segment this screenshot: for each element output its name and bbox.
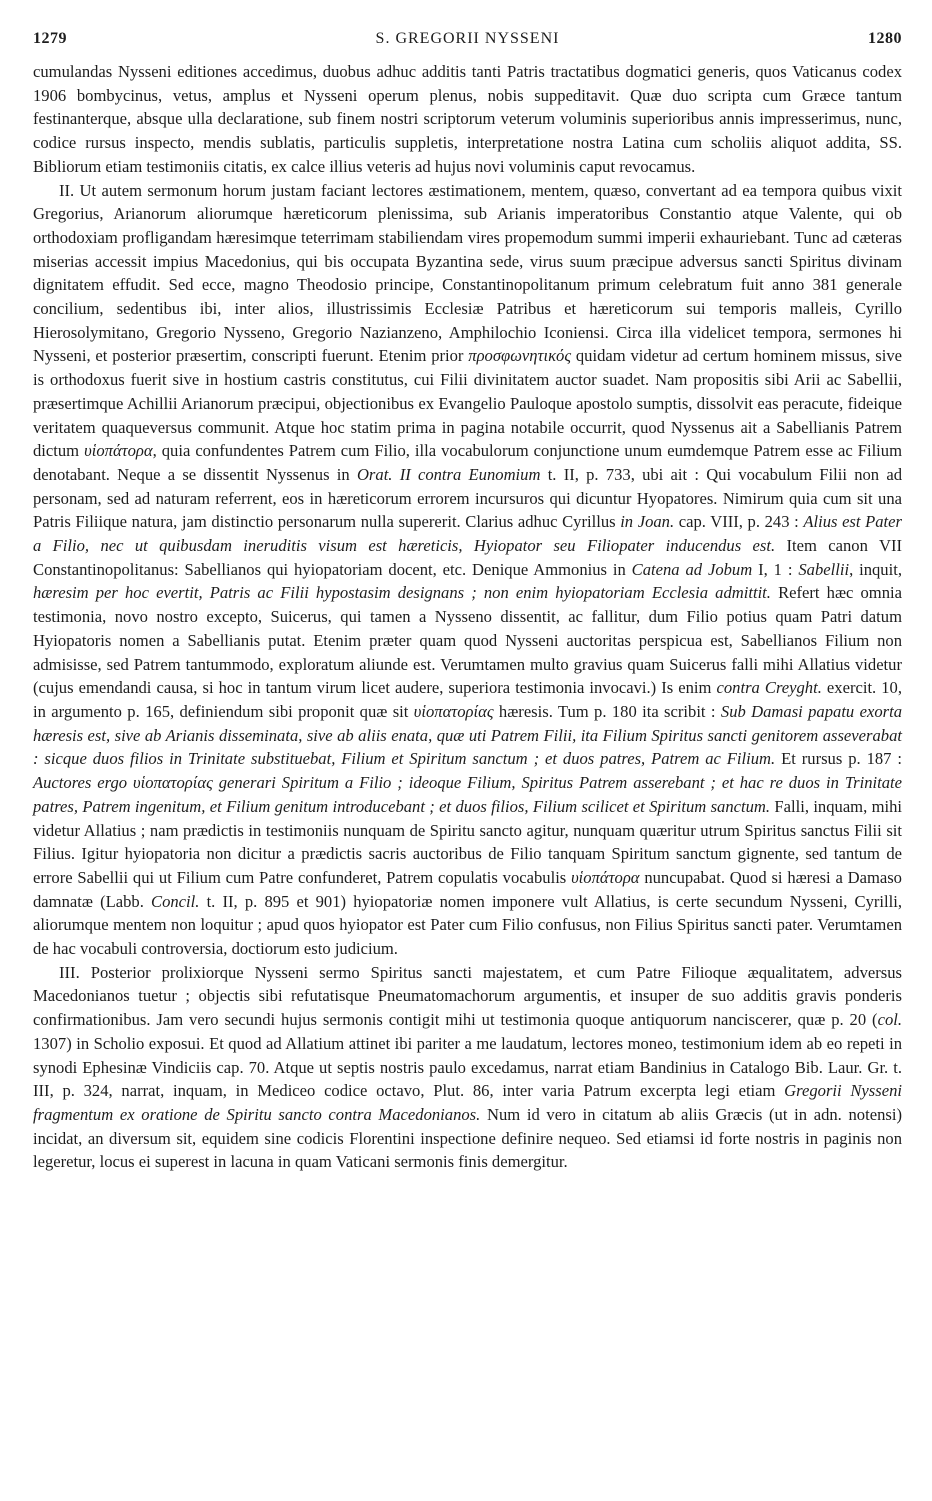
page-number-right: 1280 bbox=[868, 30, 902, 47]
italic-text: προσφωνητικός bbox=[468, 346, 572, 366]
italic-text: hæresim per hoc evertit, Patris ac Filii hypostasim designans ; non enim hyiopatoriam Ecclesia admittit. bbox=[33, 583, 771, 603]
italic-text: Gregorii Nysseni fragmentum ex oratione de Spiritu sancto contra Macedonianos. bbox=[33, 1081, 902, 1124]
text-run: t. II, p. 733, ubi ait : Qui vocabulum Filii non ad personam, sed ad naturam referrent, eos in hæreticorum errorem incursuros qui dicuntur Hyopatores. Nimirum quia cum sit una Patris Filiique natura, jam distinctio personarum nulla supererit. Clarius adhuc Cyrillus bbox=[33, 464, 902, 532]
page-number-left: 1279 bbox=[33, 30, 67, 47]
text-run: II. Ut autem sermonum horum justam faciant lectores æstimationem, mentem, quæso, convertant ad ea tempora quibus vixit Gregorius, Arianorum aliorumque hæreticorum plenissima, sub Arianis imperatoribus Constantio atque Valente, qui ob orthodoxiam profligandam hæresimque teterrimam stabiliendam vires propemodum summi imperii exhauriebant. Tunc ad cæteras miserias accessit impius Macedonius, qui bis occupata Byzantina sede, virus suum præcipue adversus sancti Spiritus divinam dignitatem effudit. Sed ecce, magno Theodosio principe, Constantinopolitanum primum celebratum fuit anno 381 generale concilium, sedentibus ibi, inter alios, illustrissimis Ecclesiæ Patribus et hæreticorum sui temporis malleis, Cyrillo Hierosolymitano, Gregorio Nysseno, Gregorio Nazianzeno, Amphilochio Iconiensi. Circa illa videlicet tempora, sermones hi Nysseni, et posterior præsertim, conscripti fuerunt. Etenim prior bbox=[33, 180, 902, 366]
text-run: Num id vero in citatum ab aliis Græcis (ut in adn. notensi) incidat, an diversum sit, equidem sine codicis Florentini inspectione definire nequeo. Sed etiamsi id forte nostris in paginis non legeretur, locus ei superest in lacuna in quam Vaticani sermonis finis demergitur. bbox=[33, 1104, 902, 1172]
paragraph bbox=[33, 961, 902, 1174]
text-run: exercit. 10, in argumento p. 165, definiendum sibi proponit quæ sit bbox=[33, 678, 902, 721]
text-run: hæresis. Tum p. 180 ita scribit : bbox=[493, 701, 721, 721]
italic-text: υἱοπάτορα bbox=[571, 867, 640, 887]
text-run: 1307) in Scholio exposui. Et quod ad Allatium attinet ibi pariter a me laudatum, lectores moneo, testimonium idem ab eo repeti in synodi Ephesinæ Vindiciis cap. 70. Atque ut septis nostris paulo excedamus, narrat etiam Bandinius in Catalogo Bib. Laur. Gr. t. III, p. 324, narrat, inquam, in Mediceo codice octavo, Plut. 86, inter varia Patrum excerpta legi etiam bbox=[33, 1033, 902, 1101]
text-run: t. II, p. 895 et 901) hyiopatoriæ nomen imponere vult Allatius, is certe secundum Nysseni, Cyrilli, aliorumque mentem non loquitur ; apud quos hyiopator est Pater cum Filio confusus, non Filius Spiritus sancti pater. Verumtamen de hac vocabuli controversia, doctiorum esto judicium. bbox=[33, 891, 902, 959]
italic-text: υἱοπάτορα bbox=[84, 441, 153, 461]
italic-text: Orat. II contra Eunomium bbox=[356, 464, 541, 484]
body-text bbox=[33, 60, 902, 1174]
text-run: Falli, inquam, mihi videtur Allatius ; nam prædictis in testimoniis nunquam de Spiritu sancto agitur, nunquam quæritur utrum Spiritus sanctus Filii sit Filius. Igitur hyiopatoria non dicitur a prædictis sacris auctoribus de Filio tanquam Spiritum sanctum gignente, sed tantum de errore Sabellii qui ut Filium cum Patre confunderet, Patrem copulatis vocabulis bbox=[33, 796, 903, 887]
italic-text: Auctores ergo υἱοπατορίας generari Spiritum a Filio ; ideoque Filium, Spiritus Patrem asserebant ; et hac re duos in Trinitate patres, Patrem ingenitum, et Filium genitum introducebant ; et duos filios, Filium scilicet et Spiritum sanctum. bbox=[33, 773, 902, 816]
italic-text: Concil. bbox=[151, 891, 200, 911]
text-run: Refert hæc omnia testimonia, novo nostro excepto, Suicerus, qui tamen a Nysseno dissentit, ac fallitur, dum Filio potius quam Patri datum Hyiopatoris nomen a Sabellianis putat. Etenim præter quam quod Nysseni auctoritas perspicua est, Sabellianos Filium non admisisse, sed Patrem tantummodo, exploratum aliunde est. Verumtamen multo gravius quam Suicerus falli mihi Allatius videtur (cujus emendandi causa, si hoc in tantum virum licet audere, superiora testimonia invocavi.) Is enim bbox=[33, 583, 902, 698]
italic-text: col. bbox=[877, 1010, 902, 1030]
running-header bbox=[33, 30, 902, 54]
text-run: cap. VIII, p. 243 : bbox=[674, 512, 804, 532]
italic-text: Sabellii bbox=[798, 559, 850, 579]
italic-text: contra Creyght. bbox=[716, 678, 822, 698]
paragraph bbox=[33, 179, 902, 961]
text-run: Item canon VII Constantinopolitanus: Sabellianos qui hyiopatoriam docent, etc. Denique Ammonius in bbox=[33, 536, 902, 579]
italic-text: Sub Damasi papatu exorta hæresis est, sive ab Arianis disseminata, sive ab aliis enata, quæ uti Patrem Filii, ita Filium Spiritus sancti genitorem asseverabat : sicque duos filios in Trinitate substituebat, Filium et Spiritum sanctum ; et duos patres, Patrem ac Filium. bbox=[33, 701, 902, 769]
text-run: cumulandas Nysseni editiones accedimus, duobus adhuc additis tanti Patris tractatibus dogmatici generis, quos Vaticanus codex 1906 bombycinus, vetus, amplus et Nysseni operum plenus, nobis suppeditavit. Quæ duo scripta cum Græce tantum festinanterque, absque ulla declaratione, sub finem nostri scriptorum veterum voluminis superioribus annis impresserimus, nunc, codice rursus inspecto, mendis sublatis, particulis suppletis, interpretatione nostra Latina cum scholiis aliquot addita, SS. Bibliorum etiam testimoniis citatis, ex calce illius veteris ad hujus novi voluminis caput revocamus. bbox=[33, 62, 902, 176]
running-title: S. GREGORII NYSSENI bbox=[375, 30, 560, 47]
italic-text: Alius est Pater a Filio, nec ut quibusdam ineruditis visum est hæreticis, Hyiopator seu Filiopater inducendus est. bbox=[33, 512, 902, 556]
text-run: nuncupabat. Quod si hæresi a Damaso damnatæ (Labb. bbox=[33, 867, 902, 911]
text-run: Et rursus p. 187 : bbox=[775, 749, 902, 769]
italic-text: Catena ad Jobum bbox=[631, 559, 753, 579]
italic-text: υἱοπατορίας bbox=[413, 701, 494, 721]
text-run: III. Posterior prolixiorque Nysseni sermo Spiritus sancti majestatem, et cum Patre Filioque æqualitatem, adversus Macedonianos tuetur ; objectis sibi refutatisque Pneumatomachorum argumentis, et insuper de suo additis gravis ponderis confirmationibus. Jam vero secundi hujus sermonis contigit mihi ut testimonia quoque antiquorum nanciscerer, quæ p. 20 ( bbox=[33, 962, 902, 1030]
text-run: , inquit, bbox=[849, 559, 902, 579]
text-run: quidam videtur ad certum hominem missus, sive is orthodoxus fuerit sive in hostium castris constitutus, cui Filii divinitatem auctor suadet. Nam propositis sibi Arii ac Sabellii, præsertimque Achillii Arianorum præcipui, objectionibus ex Evangelio Pauloque apostolo sumptis, dissolvit eas peracute, fideique veritatem quaqueversus communit. Atque hoc statim prima in pagina notabile occurrit, quod Nyssenus ait a Sabellianis Patrem dictum bbox=[33, 346, 902, 461]
text-run: I, 1 : bbox=[752, 559, 799, 579]
paragraph bbox=[33, 60, 902, 179]
italic-text: in Joan. bbox=[620, 512, 675, 532]
text-run: , quia confundentes Patrem cum Filio, illa vocabulorum conjunctione unum eumdemque Patrem esse ac Filium denotabant. Neque a se dissentit Nyssenus in bbox=[33, 441, 902, 484]
